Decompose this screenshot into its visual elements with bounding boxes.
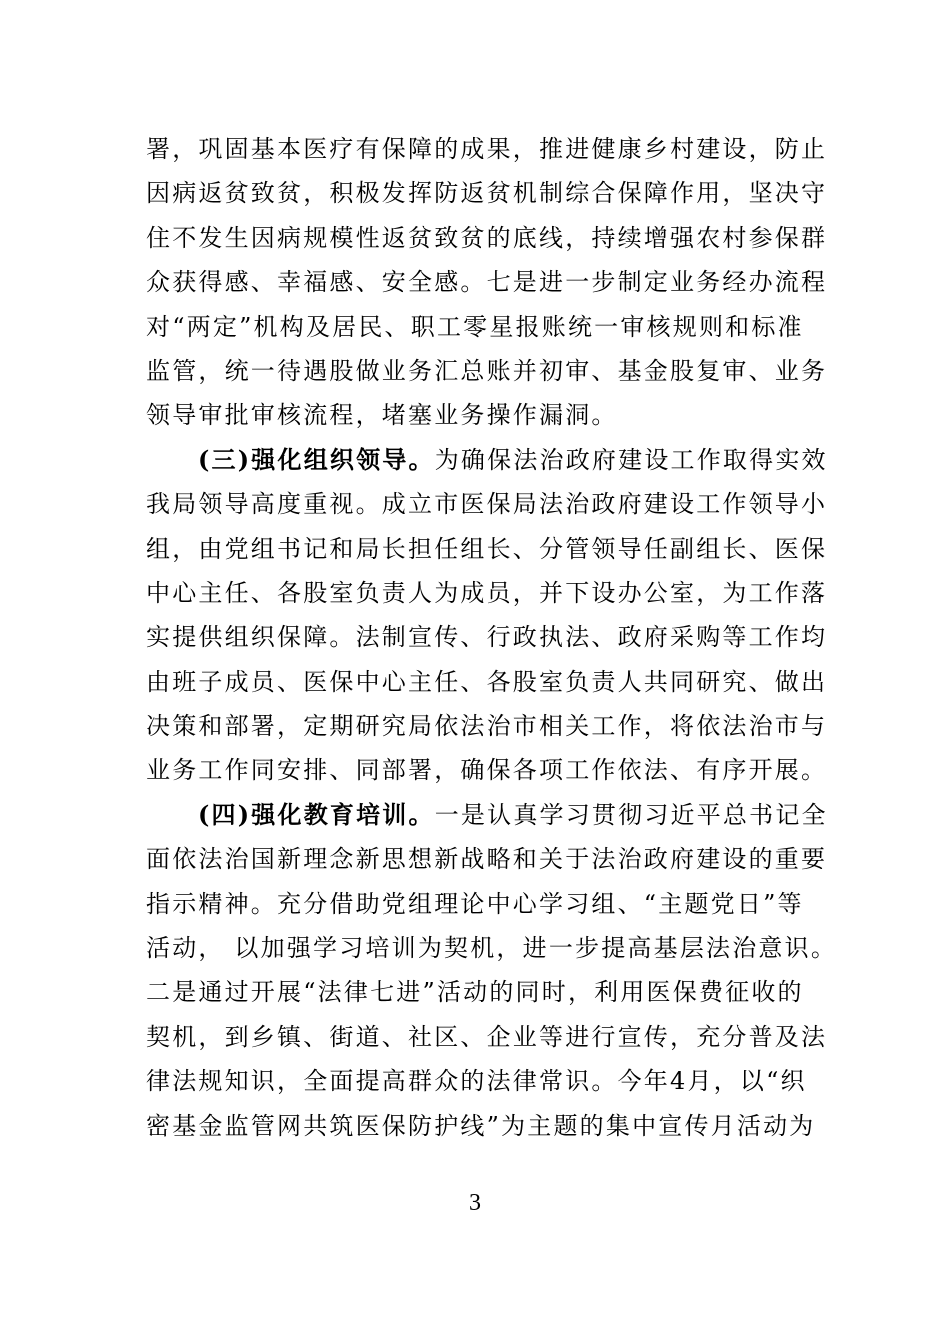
section-4-first-line-text: 一是认真学习贯彻习近平总书记全: [434, 800, 828, 829]
section-3-first-line: [146, 438, 828, 482]
section-3-heading: (三)强化组织领导。: [198, 444, 435, 474]
section-3-text-line: 决策和部署，定期研究局依法治市相关工作，将依法治市与: [146, 712, 828, 741]
section-3-text-line: 由班子成员、医保中心主任、各股室负责人共同研究、做出: [146, 667, 828, 696]
section-4-text-line: 律法规知识，全面提高群众的法律常识。今年4月，以“织: [146, 1067, 807, 1096]
body-text-line: 住不发生因病规模性返贫致贫的底线，持续增强农村参保群: [146, 223, 828, 252]
page-number: 3: [469, 1190, 481, 1216]
body-text-line: 因病返贫致贫，积极发挥防返贫机制综合保障作用，坚决守: [146, 179, 828, 208]
section-3-text-line: 业务工作同安排、同部署，确保各项工作依法、有序开展。: [146, 756, 828, 785]
section-4-text-line: 契机，到乡镇、街道、社区、企业等进行宣传，充分普及法: [146, 1022, 828, 1051]
section-3-first-line-text: 为确保法治政府建设工作取得实效: [434, 445, 828, 474]
body-text-line: 署，巩固基本医疗有保障的成果，推进健康乡村建设，防止: [146, 135, 828, 163]
section-4-text-line: 密基金监管网共筑医保防护线”为主题的集中宣传月活动为: [146, 1111, 816, 1140]
section-4-heading: (四)强化教育培训。: [198, 799, 435, 829]
section-3-text-line: 我局领导高度重视。成立市医保局法治政府建设工作领导小: [146, 490, 828, 519]
section-4-text-line: 指示精神。充分借助党组理论中心学习组、“主题党日”等: [146, 889, 804, 918]
document-body: [146, 127, 838, 1148]
body-text-line: 众获得感、幸福感、安全感。七是进一步制定业务经办流程: [146, 268, 828, 297]
section-3-text-line: 实提供组织保障。法制宣传、行政执法、政府采购等工作均: [146, 623, 828, 652]
section-4-text-line: 活动， 以加强学习培训为契机，进一步提高基层法治意识。: [146, 934, 838, 963]
section-4-text-line: 面依法治国新理念新思想新战略和关于法治政府建设的重要: [146, 845, 828, 874]
section-4-first-line: [146, 793, 828, 837]
body-text-line: 领导审批审核流程，堵塞业务操作漏洞。: [146, 401, 618, 430]
section-3-text-line: 组，由党组书记和局长担任组长、分管领导任副组长、医保: [146, 534, 828, 563]
body-text-line: 监管，统一待遇股做业务汇总账并初审、基金股复审、业务: [146, 356, 828, 385]
section-4-text-line: 二是通过开展“法律七进”活动的同时，利用医保费征收的: [146, 978, 804, 1007]
section-3-text-line: 中心主任、各股室负责人为成员，并下设办公室，为工作落: [146, 578, 828, 607]
body-text-line: 对“两定”机构及居民、职工零星报账统一审核规则和标准: [146, 312, 804, 341]
